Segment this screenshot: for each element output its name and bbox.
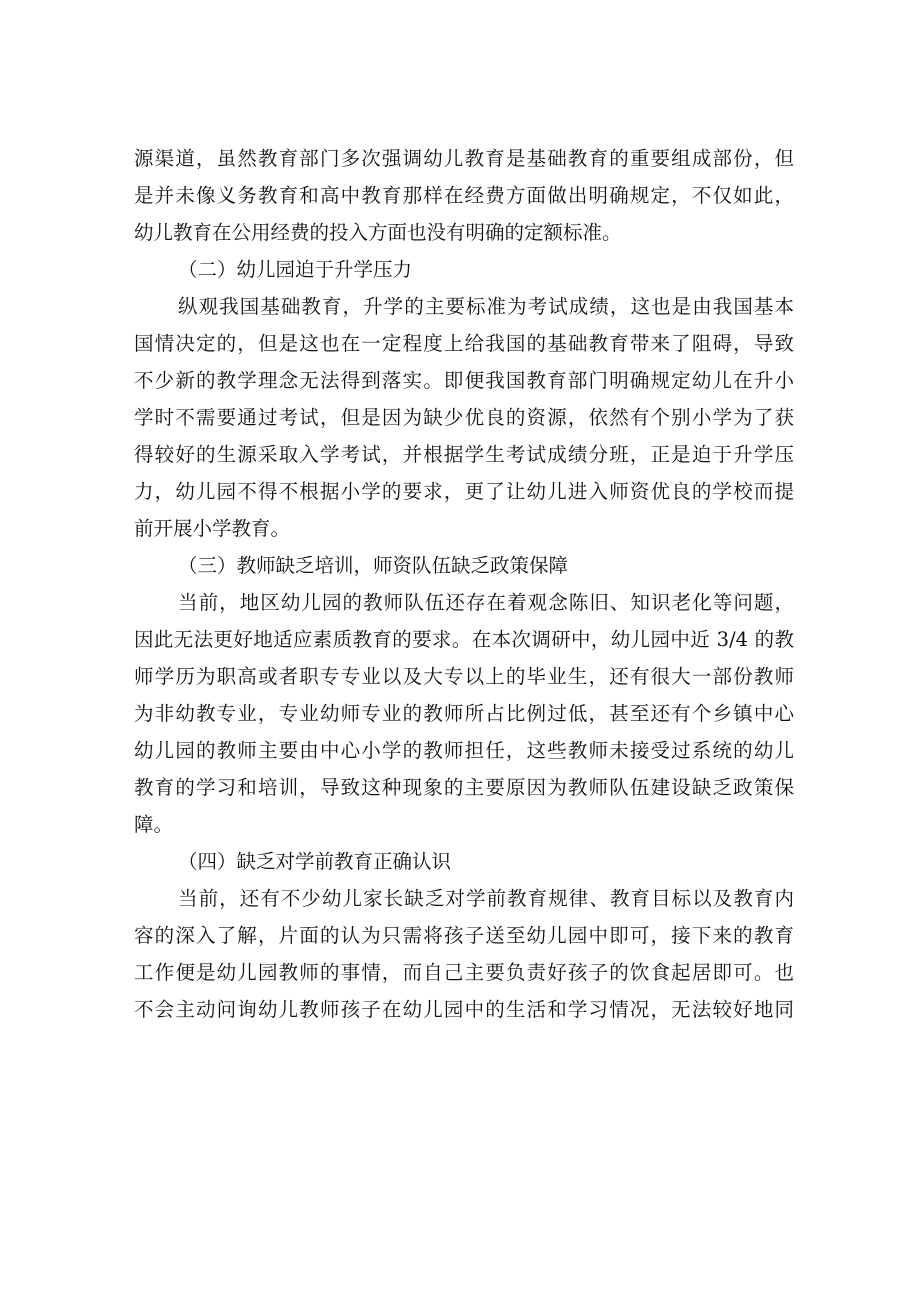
text-line: 源渠道，虽然教育部门多次强调幼儿教育是基础教育的重要组成部份，但 xyxy=(134,147,794,170)
section-heading-4 xyxy=(134,843,794,880)
text-line: 不少新的教学理念无法得到落实。即便我国教育部门明确规定幼儿在升小 xyxy=(134,369,794,392)
heading-text: （四）缺乏对学前教育正确认识 xyxy=(178,850,452,873)
heading-text: （二）幼儿园迫于升学压力 xyxy=(178,258,413,281)
text-line: 前开展小学教育。 xyxy=(134,517,291,540)
text-line: 容的深入了解，片面的认为只需将孩子送至幼儿园中即可，接下来的教育 xyxy=(134,924,794,947)
text-line: 幼儿园的教师主要由中心小学的教师担任，这些教师未接受过系统的幼儿 xyxy=(134,739,794,762)
text-line: 幼儿教育在公用经费的投入方面也没有明确的定额标准。 xyxy=(134,221,622,244)
text-line: 纵观我国基础教育，升学的主要标准为考试成绩，这也是由我国基本 xyxy=(178,295,794,318)
paragraph-admission-pressure xyxy=(134,288,794,547)
text-line: 障。 xyxy=(134,813,174,836)
section-heading-2 xyxy=(134,251,794,288)
section-heading-3 xyxy=(134,547,794,584)
text-line: 学时不需要通过考试，但是因为缺少优良的资源，依然有个别小学为了获 xyxy=(134,406,794,429)
text-line: 力，幼儿园不得不根据小学的要求，更了让幼儿进入师资优良的学校而提 xyxy=(134,480,794,503)
heading-text: （三）教师缺乏培训，师资队伍缺乏政策保障 xyxy=(178,554,569,577)
text-line: 师学历为职高或者职专专业以及大专以上的毕业生，还有很大一部份教师 xyxy=(134,665,794,688)
text-line: 因此无法更好地适应素质教育的要求。在本次调研中，幼儿园中近 3/4 的教 xyxy=(134,628,794,651)
document-body xyxy=(134,140,794,1028)
text-line: 工作便是幼儿园教师的事情，而自己主要负责好孩子的饮食起居即可。也 xyxy=(134,961,794,984)
paragraph-teacher-training xyxy=(134,584,794,843)
paragraph-preschool-understanding xyxy=(134,880,794,1028)
text-line: 得较好的生源采取入学考试，并根据学生考试成绩分班，正是迫于升学压 xyxy=(134,443,794,466)
paragraph-funding-continuation xyxy=(134,140,794,251)
text-line: 当前，地区幼儿园的教师队伍还存在着观念陈旧、知识老化等问题， xyxy=(178,591,794,614)
text-line: 为非幼教专业，专业幼师专业的教师所占比例过低，甚至还有个乡镇中心 xyxy=(134,702,794,725)
text-line: 教育的学习和培训，导致这种现象的主要原因为教师队伍建设缺乏政策保 xyxy=(134,776,794,799)
text-line: 国情决定的，但是这也在一定程度上给我国的基础教育带来了阻碍，导致 xyxy=(134,332,794,355)
text-line: 不会主动问询幼儿教师孩子在幼儿园中的生活和学习情况，无法较好地同 xyxy=(134,998,794,1021)
text-line: 当前，还有不少幼儿家长缺乏对学前教育规律、教育目标以及教育内 xyxy=(178,887,794,910)
text-line: 是并未像义务教育和高中教育那样在经费方面做出明确规定，不仅如此， xyxy=(134,184,794,207)
